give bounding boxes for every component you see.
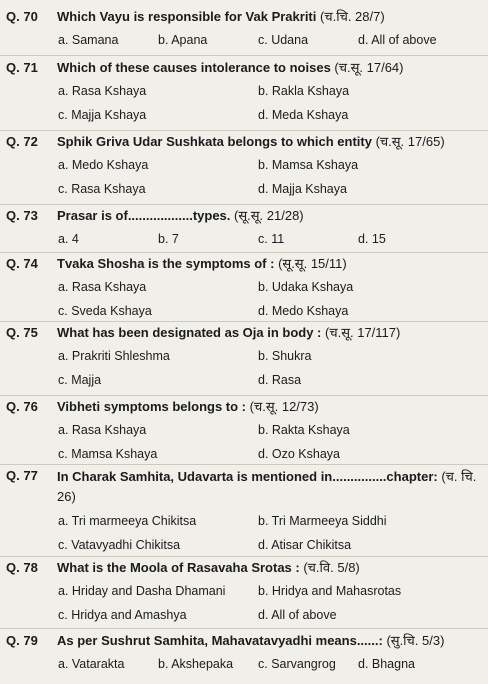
question-text: Prasar is of..................types. (सू.सू. 21/28) (57, 208, 304, 223)
question-reference: (च.सू. 17/117) (325, 325, 401, 340)
options-row (0, 229, 488, 249)
option-d: d. Medo Kshaya (258, 304, 349, 318)
question-reference: (च.वि. 5/8) (303, 560, 360, 575)
question-reference: (सू.सू. 21/28) (234, 208, 304, 223)
option-a: a. Medo Kshaya (58, 158, 149, 172)
question-number: Q. 75 (6, 325, 38, 340)
options-row (0, 105, 488, 125)
option-d: d. Rasa (258, 373, 302, 387)
options-row (0, 535, 488, 555)
option-c: c. Udana (258, 33, 309, 47)
option-c: c. Rasa Kshaya (58, 182, 146, 196)
option-d: d. Bhagna (358, 657, 415, 671)
question-text: Tvaka Shosha is the symptoms of : (सू.सू. 15/11) (57, 256, 347, 271)
question-number: Q. 77 (6, 468, 38, 483)
option-d: d. Atisar Chikitsa (258, 538, 352, 552)
options-row (0, 511, 488, 531)
question-reference: (च.सू. 12/73) (249, 399, 319, 414)
question-text: What is the Moola of Rasavaha Srotas : (च.वि. 5/8) (57, 560, 360, 575)
options-row (0, 30, 488, 50)
options-row (0, 420, 488, 440)
options-row (0, 81, 488, 101)
option-c: c. Sveda Kshaya (58, 304, 152, 318)
question-79 (0, 632, 488, 674)
question-text: Vibheti symptoms belongs to : (च.सू. 12/73) (57, 399, 319, 414)
option-a: a. Hriday and Dasha Dhamani (58, 584, 226, 598)
options-row (0, 370, 488, 390)
option-b: b. Udaka Kshaya (258, 280, 354, 294)
option-a: a. Tri marmeeya Chikitsa (58, 514, 197, 528)
question-72 (0, 133, 488, 199)
option-a: a. Vatarakta (58, 657, 125, 671)
option-a: a. Rasa Kshaya (58, 423, 147, 437)
question-73 (0, 207, 488, 249)
option-d: d. 15 (358, 232, 386, 246)
question-text: In Charak Samhita, Udavarta is mentioned in...............chapter: (च. चि. 26) (57, 469, 477, 504)
divider (0, 252, 488, 253)
options-row (0, 346, 488, 366)
option-c: c. Majja (58, 373, 102, 387)
divider (0, 556, 488, 557)
divider (0, 130, 488, 131)
question-70 (0, 8, 488, 50)
question-text: Sphik Griva Udar Sushkata belongs to which entity (च.सू. 17/65) (57, 134, 445, 149)
divider (0, 321, 488, 322)
option-a: a. Samana (58, 33, 119, 47)
options-row (0, 444, 488, 464)
question-reference: (सू.सू. 15/11) (278, 256, 347, 271)
options-row (0, 301, 488, 321)
option-a: a. Prakriti Shleshma (58, 349, 170, 363)
question-78 (0, 559, 488, 625)
option-b: b. Akshepaka (158, 657, 234, 671)
options-row (0, 179, 488, 199)
option-a: a. Rasa Kshaya (58, 280, 147, 294)
option-b: b. Mamsa Kshaya (258, 158, 359, 172)
options-row (0, 605, 488, 625)
option-c: c. 11 (258, 232, 285, 246)
question-number: Q. 78 (6, 560, 38, 575)
options-row (0, 581, 488, 601)
option-a: a. Rasa Kshaya (58, 84, 147, 98)
question-text: Which Vayu is responsible for Vak Prakriti (च.चि. 28/7) (57, 9, 385, 24)
option-a: a. 4 (58, 232, 79, 246)
option-b: b. Rakta Kshaya (258, 423, 350, 437)
divider (0, 204, 488, 205)
option-c: c. Majja Kshaya (58, 108, 147, 122)
question-number: Q. 71 (6, 60, 38, 75)
question-reference: (च. चि. 26) (57, 469, 477, 504)
divider (0, 55, 488, 56)
option-b: b. 7 (158, 232, 179, 246)
question-number: Q. 72 (6, 134, 38, 149)
option-b: b. Shukra (258, 349, 312, 363)
option-c: c. Sarvangrog (258, 657, 336, 671)
options-row (0, 654, 488, 674)
divider (0, 464, 488, 465)
question-reference: (च.सू. 17/65) (375, 134, 445, 149)
option-b: b. Hridya and Mahasrotas (258, 584, 402, 598)
question-reference: (च.चि. 28/7) (320, 9, 385, 24)
option-c: c. Vatavyadhi Chikitsa (58, 538, 181, 552)
question-71 (0, 59, 488, 125)
options-row (0, 277, 488, 297)
options-row (0, 155, 488, 175)
question-number: Q. 76 (6, 399, 38, 414)
option-c: c. Hridya and Amashya (58, 608, 187, 622)
option-b: b. Apana (158, 33, 208, 47)
divider (0, 628, 488, 629)
question-76 (0, 398, 488, 464)
option-b: b. Tri Marmeeya Siddhi (258, 514, 387, 528)
option-d: d. All of above (358, 33, 437, 47)
question-text: Which of these causes intolerance to noises (च.सू. 17/64) (57, 60, 404, 75)
question-text: What has been designated as Oja in body : (च.सू. 17/117) (57, 325, 401, 340)
question-number: Q. 79 (6, 633, 38, 648)
question-75 (0, 324, 488, 390)
option-c: c. Mamsa Kshaya (58, 447, 158, 461)
question-74 (0, 255, 488, 321)
question-77 (0, 467, 488, 555)
option-d: d. All of above (258, 608, 337, 622)
option-d: d. Ozo Kshaya (258, 447, 340, 461)
question-reference: (च.सू. 17/64) (334, 60, 404, 75)
question-text: As per Sushrut Samhita, Mahavatavyadhi means......: (सु.चि. 5/3) (57, 633, 445, 648)
option-d: d. Meda Kshaya (258, 108, 349, 122)
question-number: Q. 73 (6, 208, 38, 223)
question-number: Q. 74 (6, 256, 38, 271)
option-d: d. Majja Kshaya (258, 182, 347, 196)
option-b: b. Rakla Kshaya (258, 84, 350, 98)
question-number: Q. 70 (6, 9, 38, 24)
question-reference: (सु.चि. 5/3) (386, 633, 445, 648)
divider (0, 395, 488, 396)
